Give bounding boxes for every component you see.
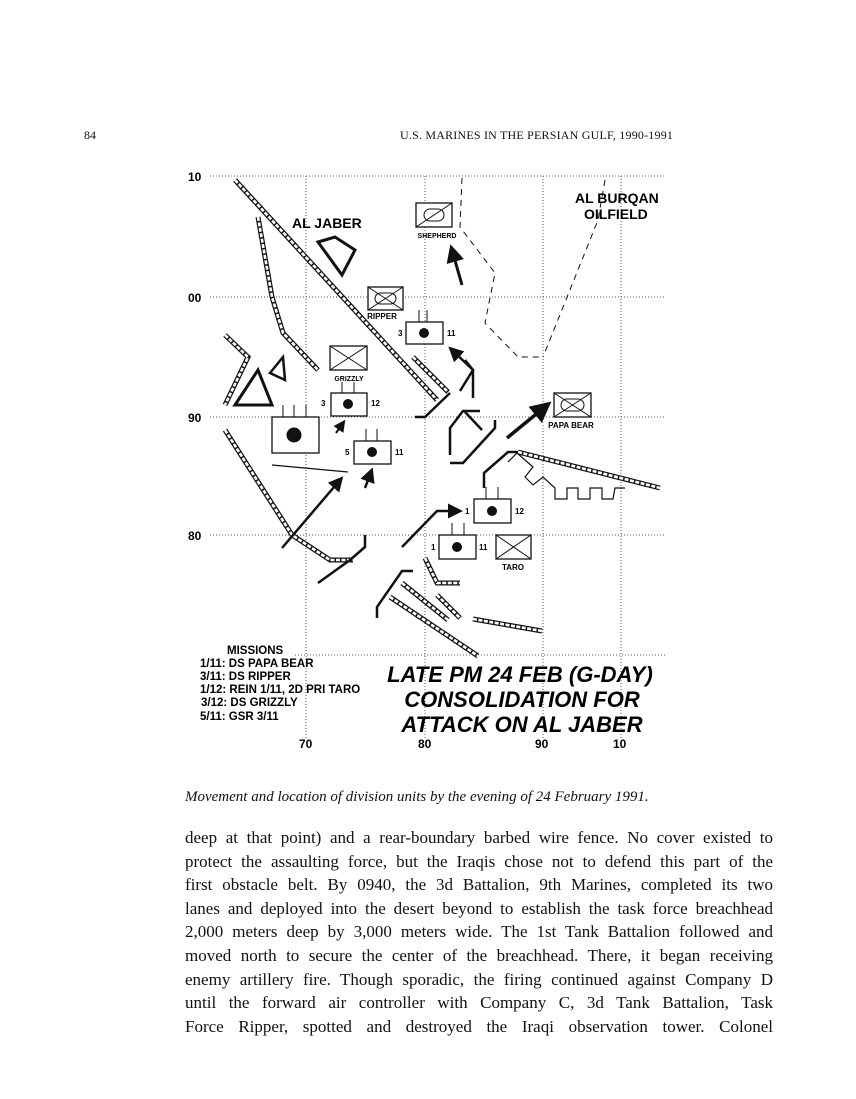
artillery-unit — [465, 487, 524, 523]
mission-item: 1/11: DS PAPA BEAR — [200, 658, 314, 670]
taro-label: TARO — [501, 563, 525, 572]
svg-text:11: 11 — [447, 329, 456, 338]
svg-text:3: 3 — [321, 399, 326, 408]
map-title-line: ATTACK ON AL JABER — [401, 712, 643, 737]
artillery-unit — [431, 523, 488, 559]
artillery-unit-large — [272, 405, 319, 453]
mission-item: 3/11: DS RIPPER — [200, 671, 291, 683]
task-force-ripper — [367, 287, 403, 321]
map-title — [387, 662, 653, 737]
grid-label-bottom: 10 — [613, 737, 627, 751]
grid-label-bottom: 90 — [535, 737, 549, 751]
body-line: 2,000 meters deep by 3,000 meters wide. The 1st Tank Battalion followed and — [185, 922, 773, 942]
svg-text:11: 11 — [395, 448, 404, 457]
ripper-label: RIPPER — [367, 312, 397, 321]
body-line: until the forward air controller with Company C, 3d Tank Battalion, Task — [185, 993, 773, 1013]
svg-text:1: 1 — [465, 507, 470, 516]
body-line: protect the assaulting force, but the Iraqis chose not to defend this part of the — [185, 851, 773, 871]
body-paragraph — [185, 826, 773, 1038]
task-force-papa-bear — [548, 393, 594, 430]
svg-text:12: 12 — [515, 507, 524, 516]
page-number: 84 — [84, 128, 96, 142]
artillery-unit — [321, 382, 380, 416]
mission-item: 3/12: DS GRIZZLY — [201, 697, 298, 709]
missions-title: MISSIONS — [227, 645, 284, 657]
grid-label-bottom: 80 — [418, 737, 432, 751]
map-title-line: LATE PM 24 FEB (G-DAY) — [387, 662, 653, 687]
grid-label-left: 00 — [188, 291, 202, 305]
al-jaber-label: AL JABER — [292, 215, 362, 231]
oilfield-label: OILFIELD — [584, 206, 648, 222]
papa-bear-label: PAPA BEAR — [548, 421, 594, 430]
place-names — [292, 190, 659, 231]
grizzly-label: GRIZZLY — [334, 376, 364, 383]
grid-label-bottom: 70 — [299, 737, 313, 751]
grid-label-left: 90 — [188, 411, 202, 425]
task-force-grizzly — [330, 346, 367, 383]
task-force-shepherd — [416, 203, 456, 240]
body-line: deep at that point) and a rear-boundary barbed wire fence. No cover existed to — [185, 828, 773, 847]
figure-caption: Movement and location of division units by the evening of 24 February 1991. — [185, 789, 649, 805]
task-force-taro — [496, 535, 531, 572]
svg-text:11: 11 — [479, 543, 488, 552]
body-line: lanes and deployed into the desert beyond to establish the task force breachhead — [185, 898, 773, 918]
missions-legend — [200, 645, 360, 723]
grid-label-left: 80 — [188, 529, 202, 543]
shepherd-label: SHEPHERD — [417, 233, 457, 240]
mission-item: 1/12: REIN 1/11, 2D PRI TARO — [200, 684, 361, 696]
map-title-line: CONSOLIDATION FOR — [404, 687, 640, 712]
artillery-unit — [345, 429, 404, 464]
body-line: enemy artillery fire. Though sporadic, the firing continued against Company D — [185, 969, 773, 989]
grid-label-left: 10 — [188, 170, 202, 184]
svg-text:3: 3 — [398, 329, 403, 338]
mission-item: 5/11: GSR 3/11 — [200, 711, 279, 723]
al-burqan-label: AL BURQAN — [575, 190, 659, 206]
svg-text:1: 1 — [431, 543, 436, 552]
artillery-unit — [398, 310, 456, 344]
running-title: U.S. MARINES IN THE PERSIAN GULF, 1990-1991 — [400, 128, 674, 142]
svg-text:5: 5 — [345, 448, 350, 457]
svg-text:12: 12 — [371, 399, 380, 408]
body-line: first obstacle belt. By 0940, the 3d Battalion, 9th Marines, completed its two — [185, 875, 773, 895]
body-line: moved north to secure the center of the breachhead. There, it began receiving — [185, 945, 773, 965]
body-line: Force Ripper, spotted and destroyed the Iraqi observation tower. Colonel — [185, 1016, 773, 1036]
